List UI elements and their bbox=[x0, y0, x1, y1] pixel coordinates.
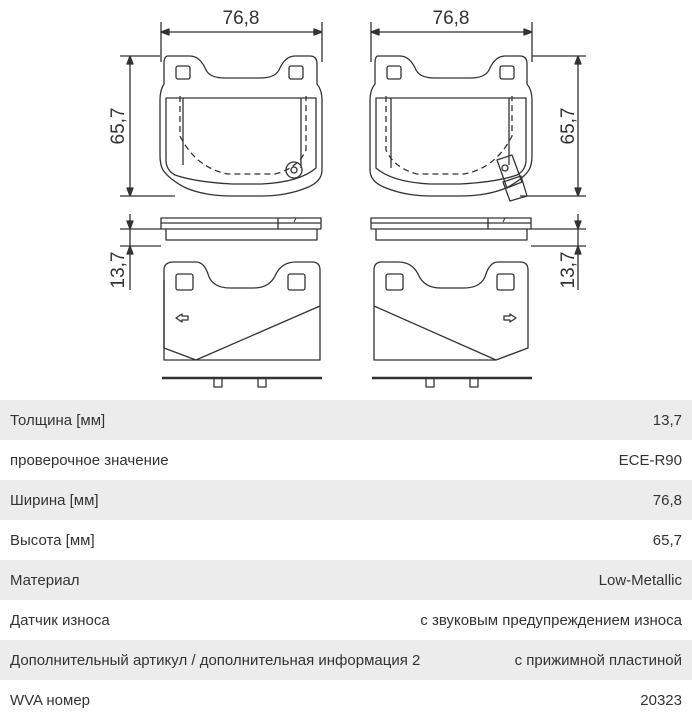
spec-row bbox=[0, 480, 692, 520]
right-thickness-label: 13,7 bbox=[558, 251, 579, 289]
spec-value: Low-Metallic bbox=[598, 571, 682, 589]
spec-label: WVA номер bbox=[10, 691, 91, 709]
spec-value: с прижимной пластиной bbox=[514, 651, 682, 669]
left-pad-back bbox=[162, 262, 322, 387]
left-pad-side bbox=[108, 214, 321, 290]
left-thickness-label: 13,7 bbox=[108, 251, 129, 289]
spec-value: 65,7 bbox=[652, 531, 682, 549]
spec-value: с звуковым предупреждением износа bbox=[420, 611, 682, 629]
spec-table bbox=[0, 400, 692, 720]
right-width-label: 76,8 bbox=[432, 8, 470, 29]
right-pad-back bbox=[372, 262, 532, 387]
spec-label: Высота [мм] bbox=[10, 531, 95, 549]
right-pad-front bbox=[370, 8, 586, 201]
spec-label: Ширина [мм] bbox=[10, 491, 99, 509]
spec-value: 13,7 bbox=[652, 411, 682, 429]
spec-row bbox=[0, 680, 692, 720]
spec-row bbox=[0, 640, 692, 680]
left-pad-front bbox=[108, 8, 322, 196]
spec-value: ECE-R90 bbox=[618, 451, 682, 469]
spec-row bbox=[0, 400, 692, 440]
spec-row bbox=[0, 520, 692, 560]
spec-row bbox=[0, 440, 692, 480]
spec-value: 20323 bbox=[640, 691, 682, 709]
spec-label: Материал bbox=[10, 571, 80, 589]
right-height-label: 65,7 bbox=[558, 107, 579, 145]
spec-value: 76,8 bbox=[652, 491, 682, 509]
left-width-label: 76,8 bbox=[222, 8, 260, 29]
spec-label: Толщина [мм] bbox=[10, 411, 106, 429]
left-height-label: 65,7 bbox=[108, 107, 129, 145]
spec-label: Датчик износа bbox=[10, 611, 110, 629]
spec-label: проверочное значение bbox=[10, 451, 169, 469]
spec-row bbox=[0, 560, 692, 600]
spec-row bbox=[0, 600, 692, 640]
spec-label: Дополнительный артикул / дополнительная информация 2 bbox=[10, 651, 421, 669]
